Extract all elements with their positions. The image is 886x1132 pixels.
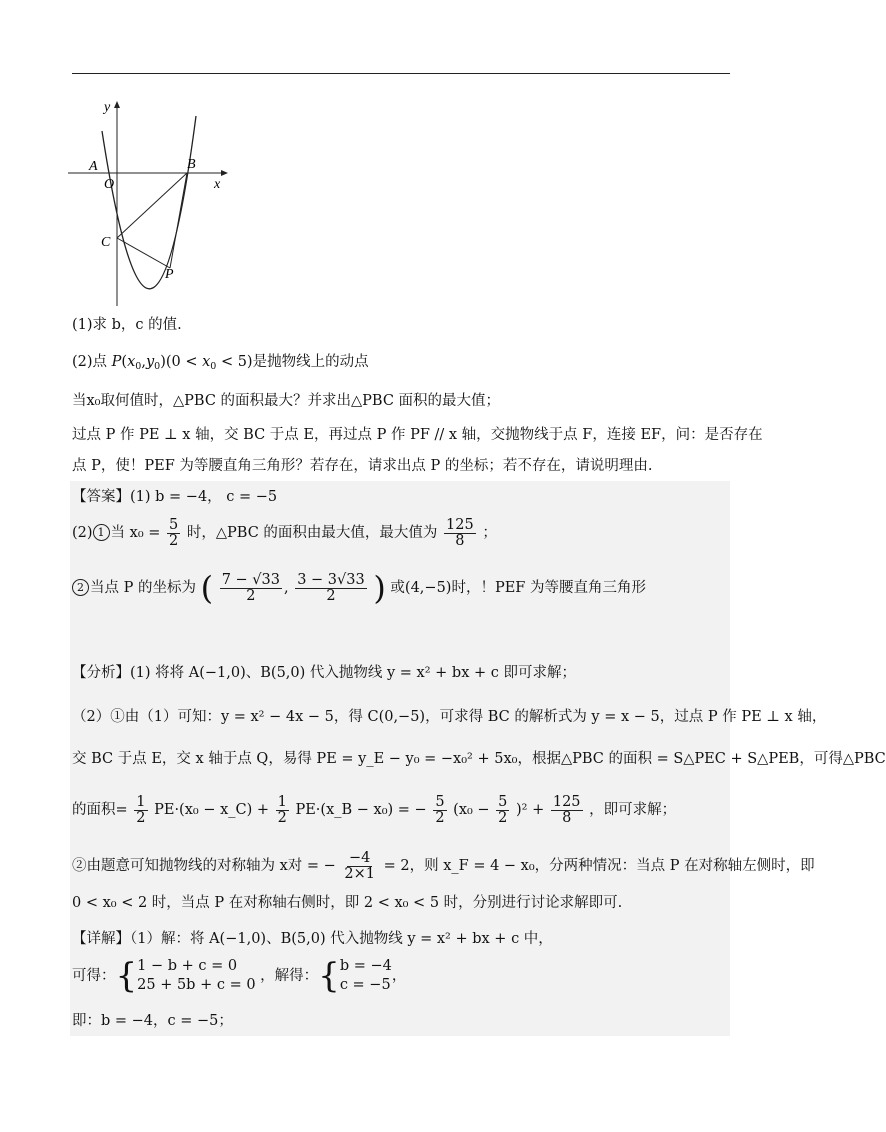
label-a: A bbox=[89, 159, 98, 174]
segment-bp bbox=[170, 173, 187, 268]
label-x: x bbox=[214, 177, 221, 192]
header-rule bbox=[72, 73, 730, 74]
analysis-line-3: 交 BC 于点 E，交 x 轴于点 Q，易得 PE = y_E − y₀ = −x₀² + 5x₀，根据△PBC 的面积 = S△PEC + S△PEB，可得△PBC bbox=[72, 751, 886, 767]
detail-line-3: 即：b = −4，c = −5； bbox=[72, 1013, 233, 1029]
answer-line-1: 【答案】(1) b = −4， c = −5 bbox=[72, 489, 278, 505]
analysis-line-1: 【分析】(1) 将将 A(−1,0)、B(5,0) 代入抛物线 y = x² + bx + c 即可求解； bbox=[72, 665, 576, 681]
answer-line-3: 2 当点 P 的坐标为 ( $\frac{7 - √33}{2}$ , $\frac{3 - 3√33}{2}$ ) 或(4,−5)时，！PEF 为等腰直角三角形 bbox=[72, 568, 646, 608]
analysis-line-4: 的面积= $\frac{1}{2}$ PE·(x₀ − x_C) + $\frac{1}{2}$ PE·(x_B − x₀) = − $\frac{5}{2}$ (x₀ − $\frac{5}{2}$ )² + $\frac{125}{8}$ ，即可求解； bbox=[72, 793, 677, 826]
question-2-1: 当x₀取何值时，△PBC 的面积最大？并求出△PBC 面积的最大值； bbox=[72, 393, 501, 409]
question-1: (1)求 b，c 的值. bbox=[72, 317, 182, 333]
label-c: C bbox=[101, 235, 111, 250]
parabola-figure bbox=[66, 96, 236, 308]
question-2: (2)点 $P(x_0,y_0)(0 < x_0 < 5)$是抛物线上的动点 bbox=[72, 354, 369, 372]
analysis-line-5: ②由题意可知抛物线的对称轴为 x对 = − $\frac{-4}{2\times 1}$ = 2，则 x_F = 4 − x₀，分两种情况：当点 P 在对称轴左侧时，即 bbox=[72, 849, 815, 882]
segment-bc bbox=[117, 173, 187, 238]
label-b: B bbox=[187, 157, 196, 172]
x-axis-arrow bbox=[221, 170, 228, 176]
segment-cp bbox=[117, 238, 170, 268]
label-p: P bbox=[165, 267, 174, 282]
question-2-2-line2: 点 P，使！PEF 为等腰直角三角形？若存在，请求出点 P 的坐标；若不存在，请说明理由. bbox=[72, 458, 653, 474]
y-axis-arrow bbox=[114, 101, 120, 108]
analysis-line-6: 0 < x₀ < 2 时，当点 P 在对称轴右侧时，即 2 < x₀ < 5 时，分别进行讨论求解即可. bbox=[72, 895, 623, 911]
analysis-line-2: （2）①由（1）可知：y = x² − 4x − 5，得 C(0,−5)，可求得 BC 的解析式为 y = x − 5，过点 P 作 PE ⊥ x 轴， bbox=[72, 709, 827, 725]
label-o: O bbox=[104, 177, 115, 192]
detail-line-1: 【详解】（1）解：将 A(−1,0)、B(5,0) 代入抛物线 y = x² + bx + c 中， bbox=[72, 931, 553, 947]
label-y: y bbox=[104, 100, 111, 115]
question-2-2-line1: 过点 P 作 PE ⊥ x 轴，交 BC 于点 E，再过点 P 作 PF // x 轴，交抛物线于点 F，连接 EF，问：是否存在 bbox=[72, 427, 763, 443]
answer-line-2: (2) 1 当 x₀ = $\frac{5}{2}$ 时，△PBC 的面积由最大值，最大值为 $\frac{125}{8}$ ； bbox=[72, 516, 497, 549]
detail-line-2: 可得：{ 1 − b + c = 0 25 + 5b + c = 0 ，解得：{ b = −4 c = −5 ， bbox=[72, 956, 407, 996]
